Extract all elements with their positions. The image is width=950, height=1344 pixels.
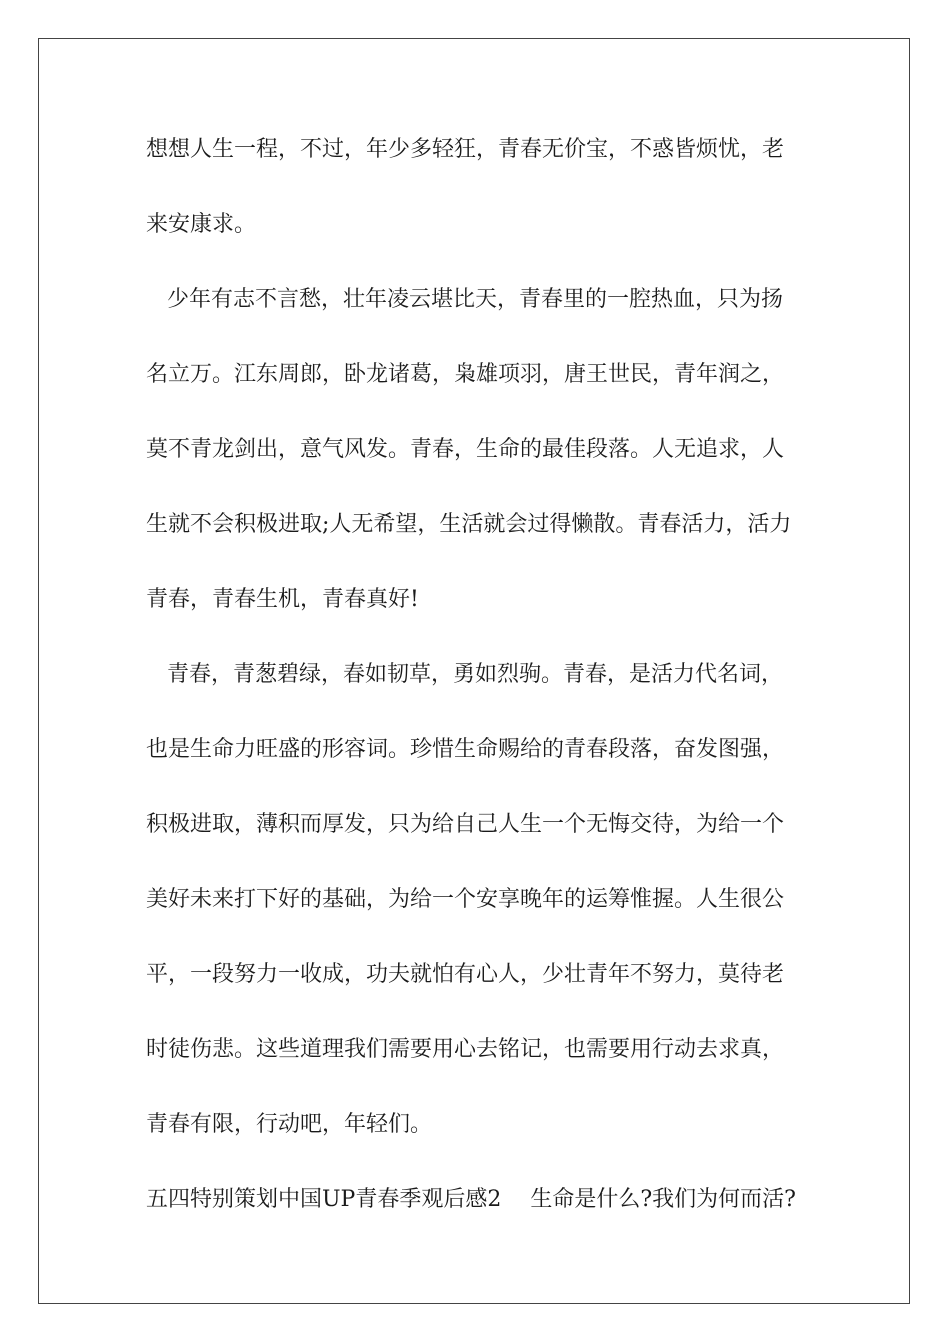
text-line-3: 少年有志不言愁，壮年凌云堪比天，青春里的一腔热血，只为扬 <box>167 287 784 312</box>
text-line-11: 美好未来打下好的基础，为给一个安享晚年的运筹惟握。人生很公 <box>146 887 785 912</box>
section-heading-line: 五四特别策划中国UP青春季观后感2 生命是什么?我们为何而活? <box>146 1187 796 1212</box>
text-line-4: 名立万。江东周郎，卧龙诸葛，枭雄项羽，唐王世民，青年润之， <box>146 362 785 387</box>
text-line-9: 也是生命力旺盛的形容词。珍惜生命赐给的青春段落，奋发图强， <box>146 737 785 762</box>
text-line-7: 青春，青春生机，青春真好! <box>146 587 419 612</box>
text-line-6: 生就不会积极进取;人无希望，生活就会过得懒散。青春活力，活力 <box>146 512 792 537</box>
text-line-8: 青春，青葱碧绿，春如韧草，勇如烈驹。青春，是活力代名词， <box>167 662 784 687</box>
text-line-13: 时徒伤悲。这些道理我们需要用心去铭记，也需要用行动去求真， <box>146 1037 785 1062</box>
text-line-14: 青春有限，行动吧，年轻们。 <box>146 1112 433 1137</box>
text-line-10: 积极进取，薄积而厚发，只为给自己人生一个无悔交待，为给一个 <box>146 812 785 837</box>
text-line-5: 莫不青龙剑出，意气风发。青春，生命的最佳段落。人无追求，人 <box>146 437 785 462</box>
text-line-2: 来安康求。 <box>146 212 257 237</box>
text-line-12: 平，一段努力一收成，功夫就怕有心人，少壮青年不努力，莫待老 <box>146 962 785 987</box>
text-line-1: 想想人生一程，不过，年少多轻狂，青春无价宝，不惑皆烦忧，老 <box>146 137 785 162</box>
